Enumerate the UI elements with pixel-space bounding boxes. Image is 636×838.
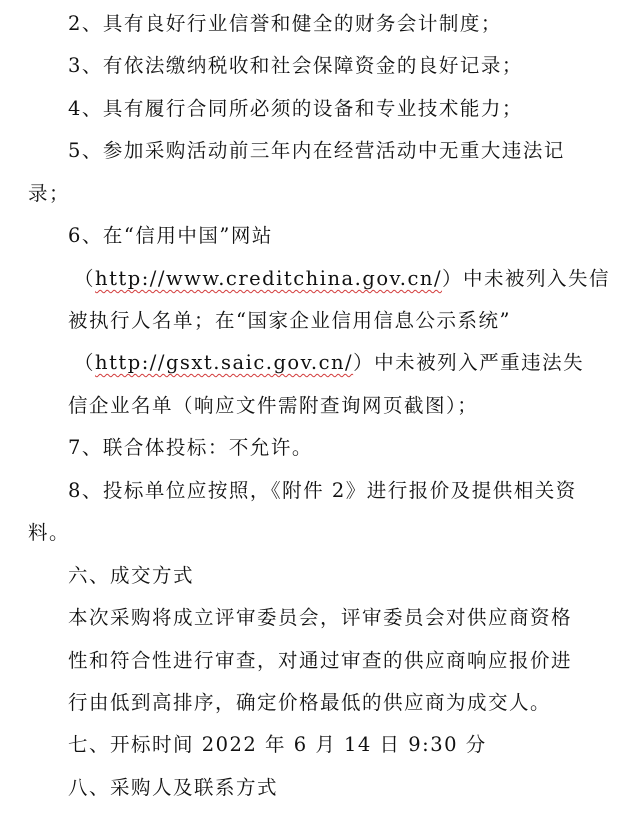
paren-open-2: （ xyxy=(74,351,96,374)
req-6-line1 xyxy=(68,222,273,250)
req-5-line2 xyxy=(28,180,70,208)
section-6-para-1: 本次采购将成立评审委员会，评审委员会对供应商资格 xyxy=(68,606,573,629)
req-2-text: 2、具有良好行业信誉和健全的财务会计制度； xyxy=(68,12,502,35)
req-3 xyxy=(68,52,523,80)
req-4 xyxy=(68,95,523,123)
req-7-text: 7、联合体投标：不允许。 xyxy=(68,436,313,459)
req-2 xyxy=(68,10,502,38)
req-6-line5 xyxy=(68,392,478,420)
paren-open-1: （ xyxy=(74,267,96,290)
req-3-text: 3、有依法缴纳税收和社会保障资金的良好记录； xyxy=(68,54,523,77)
section-7-title: 七、开标时间 2022 年 6 月 14 日 9:30 分 xyxy=(68,733,487,756)
section-6-para-line1 xyxy=(68,604,572,632)
req-5-line1 xyxy=(68,137,565,165)
req-5-text: 5、参加采购活动前三年内在经营活动中无重大违法记 xyxy=(68,139,565,162)
req-8-cont: 料。 xyxy=(28,521,71,544)
section-6-title: 六、成交方式 xyxy=(68,564,195,587)
req-7 xyxy=(68,434,313,462)
req-6-text: 6、在“信用中国”网站 xyxy=(68,224,273,247)
req-8-line1 xyxy=(68,477,577,505)
req-6-line3 xyxy=(68,307,511,335)
req-6-line2-tail: ）中未被列入失信 xyxy=(442,267,611,290)
req-6-line2 xyxy=(74,265,610,293)
req-6-line5-text: 信企业名单（响应文件需附查询网页截图）； xyxy=(68,394,479,417)
req-4-text: 4、具有履行合同所必须的设备和专业技术能力； xyxy=(68,97,523,120)
gsxt-url: http://gsxt.saic.gov.cn/ xyxy=(95,351,354,374)
section-8-heading xyxy=(68,774,278,802)
req-6-line4-tail: ）中未被列入严重违法失 xyxy=(353,351,585,374)
section-6-para-3: 行由低到高排序，确定价格最低的供应商为成交人。 xyxy=(68,691,552,714)
creditchina-url: http://www.creditchina.gov.cn/ xyxy=(95,267,443,290)
section-8-title: 八、采购人及联系方式 xyxy=(68,776,279,799)
req-5-cont: 录； xyxy=(28,182,71,205)
section-6-para-line2 xyxy=(68,647,572,675)
section-6-para-line3 xyxy=(68,689,551,717)
req-8-line2 xyxy=(28,519,70,547)
req-6-line3-text: 被执行人名单；在“国家企业信用信息公示系统” xyxy=(68,309,511,332)
req-8-text: 8、投标单位应按照，《附件 2》进行报价及提供相关资 xyxy=(68,479,577,502)
section-7-heading xyxy=(68,731,487,759)
req-6-line4 xyxy=(74,349,584,377)
section-6-para-2: 性和符合性进行审查，对通过审查的供应商响应报价进 xyxy=(68,649,573,672)
section-6-heading xyxy=(68,562,194,590)
